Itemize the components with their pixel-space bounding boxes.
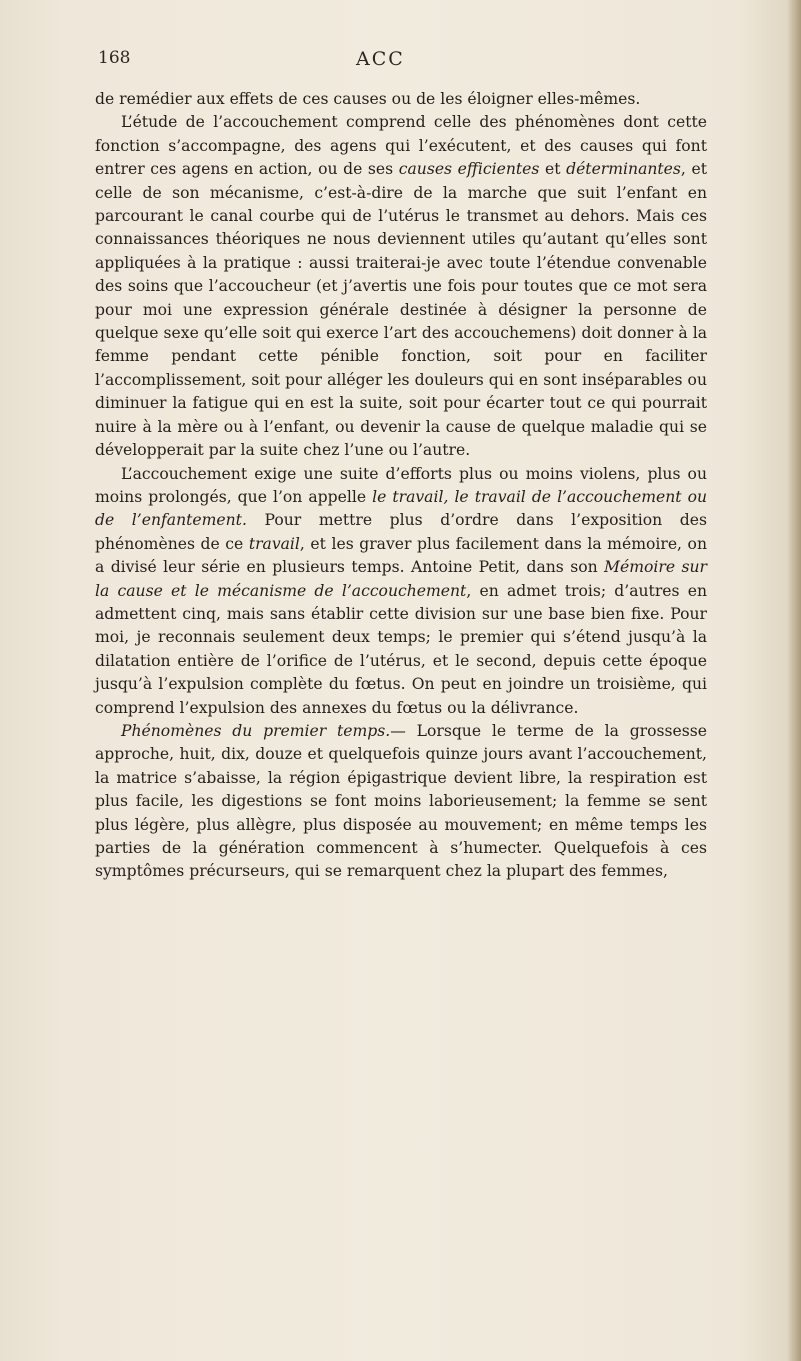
page-number: 168: [98, 48, 131, 68]
page-header: [98, 48, 698, 78]
paragraph: [95, 463, 707, 720]
italic-text: Phénomènes du premier temps.: [121, 721, 391, 740]
text-run: , et celle de son mécanisme, c’est-à-dire de la marche que suit l’enfant en parcourant le canal courbe qui de l’utérus le transmet au dehors. Mais ces connaissances théoriques ne nous deviennent utiles qu’autant qu’elles sont appliquées à la pratique : aussi traiterai-je avec toute l’étendue convenable des soins que l’accoucheur (et j’avertis une fois pour toutes que ce mot sera pour moi une expression générale destinée à désigner la personne de quelque sexe qu’elle soit qui exerce l’art des accouchemens) doit donner à la femme pendant cette pénible fonction, soit pour en faciliter l’accomplissement, soit pour alléger les douleurs qui en sont inséparables ou diminuer la fatigue qui en est la suite, soit pour écarter tout ce qui pourrait nuire à la mère ou à l’enfant, ou devenir la cause de quelque maladie qui se développerait par la suite chez l’une ou l’autre.: [95, 160, 707, 460]
italic-text: causes efficientes: [398, 160, 540, 179]
italic-text: déterminantes: [566, 160, 681, 179]
italic-text: le travail, le travail de l’accouchement ou de l’enfantement.: [95, 487, 707, 530]
text-run: de remédier aux effets de ces causes ou de les éloigner elles-mêmes.: [95, 90, 641, 108]
body-text: [95, 88, 707, 884]
text-run: Pour mettre plus d’ordre dans l’exposition des phénomènes de ce: [95, 511, 707, 553]
text-run: , en admet trois; d’autres en admettent cinq, mais sans établir cette division sur une base bien fixe. Pour moi, je reconnais seulement deux temps; le premier qui s’étend jusqu’à la dilatation entière de l’orifice de l’utérus, et le second, depuis cette époque jusqu’à l’expulsion complète du fœtus. On peut en joindre un troisième, qui comprend l’expulsion des annexes du fœtus ou la délivrance.: [95, 581, 707, 717]
paragraph: [95, 88, 707, 111]
page-edge-shadow: [787, 0, 801, 1361]
text-run: et: [539, 160, 567, 179]
text-run: L’étude de l’accouchement comprend celle des phénomènes dont cette fonction s’accompagne, des agens qui l’exécutent, et des causes qui font entrer ces agens en action, ou de ses: [95, 113, 707, 179]
text-run: L’accouchement exige une suite d’efforts plus ou moins violens, plus ou moins prolongés, que l’on appelle: [95, 464, 707, 506]
text-run: — Lorsque le terme de la grossesse approche, huit, dix, douze et quelquefois quinze jours avant l’accouchement, la matrice s’abaisse, la région épigastrique devient libre, la respiration est plus facile, les digestions se font moins laborieusement; la femme se sent plus légère, plus allègre, plus disposée au mouvement; en même temps les parties de la génération commencent à s’humecter. Quelquefois à ces symptômes précurseurs, qui se remarquent chez la plupart des femmes,: [95, 721, 707, 881]
italic-text: travail: [248, 534, 300, 553]
paragraph: [95, 111, 707, 462]
paragraph: [95, 720, 707, 884]
italic-text: Mémoire sur la cause et le mécanisme de l’accouchement: [95, 558, 707, 600]
text-run: , et les graver plus facilement dans la mémoire, on a divisé leur série en plusieurs temps. Antoine Petit, dans son: [95, 534, 707, 577]
running-head: ACC: [356, 48, 405, 70]
